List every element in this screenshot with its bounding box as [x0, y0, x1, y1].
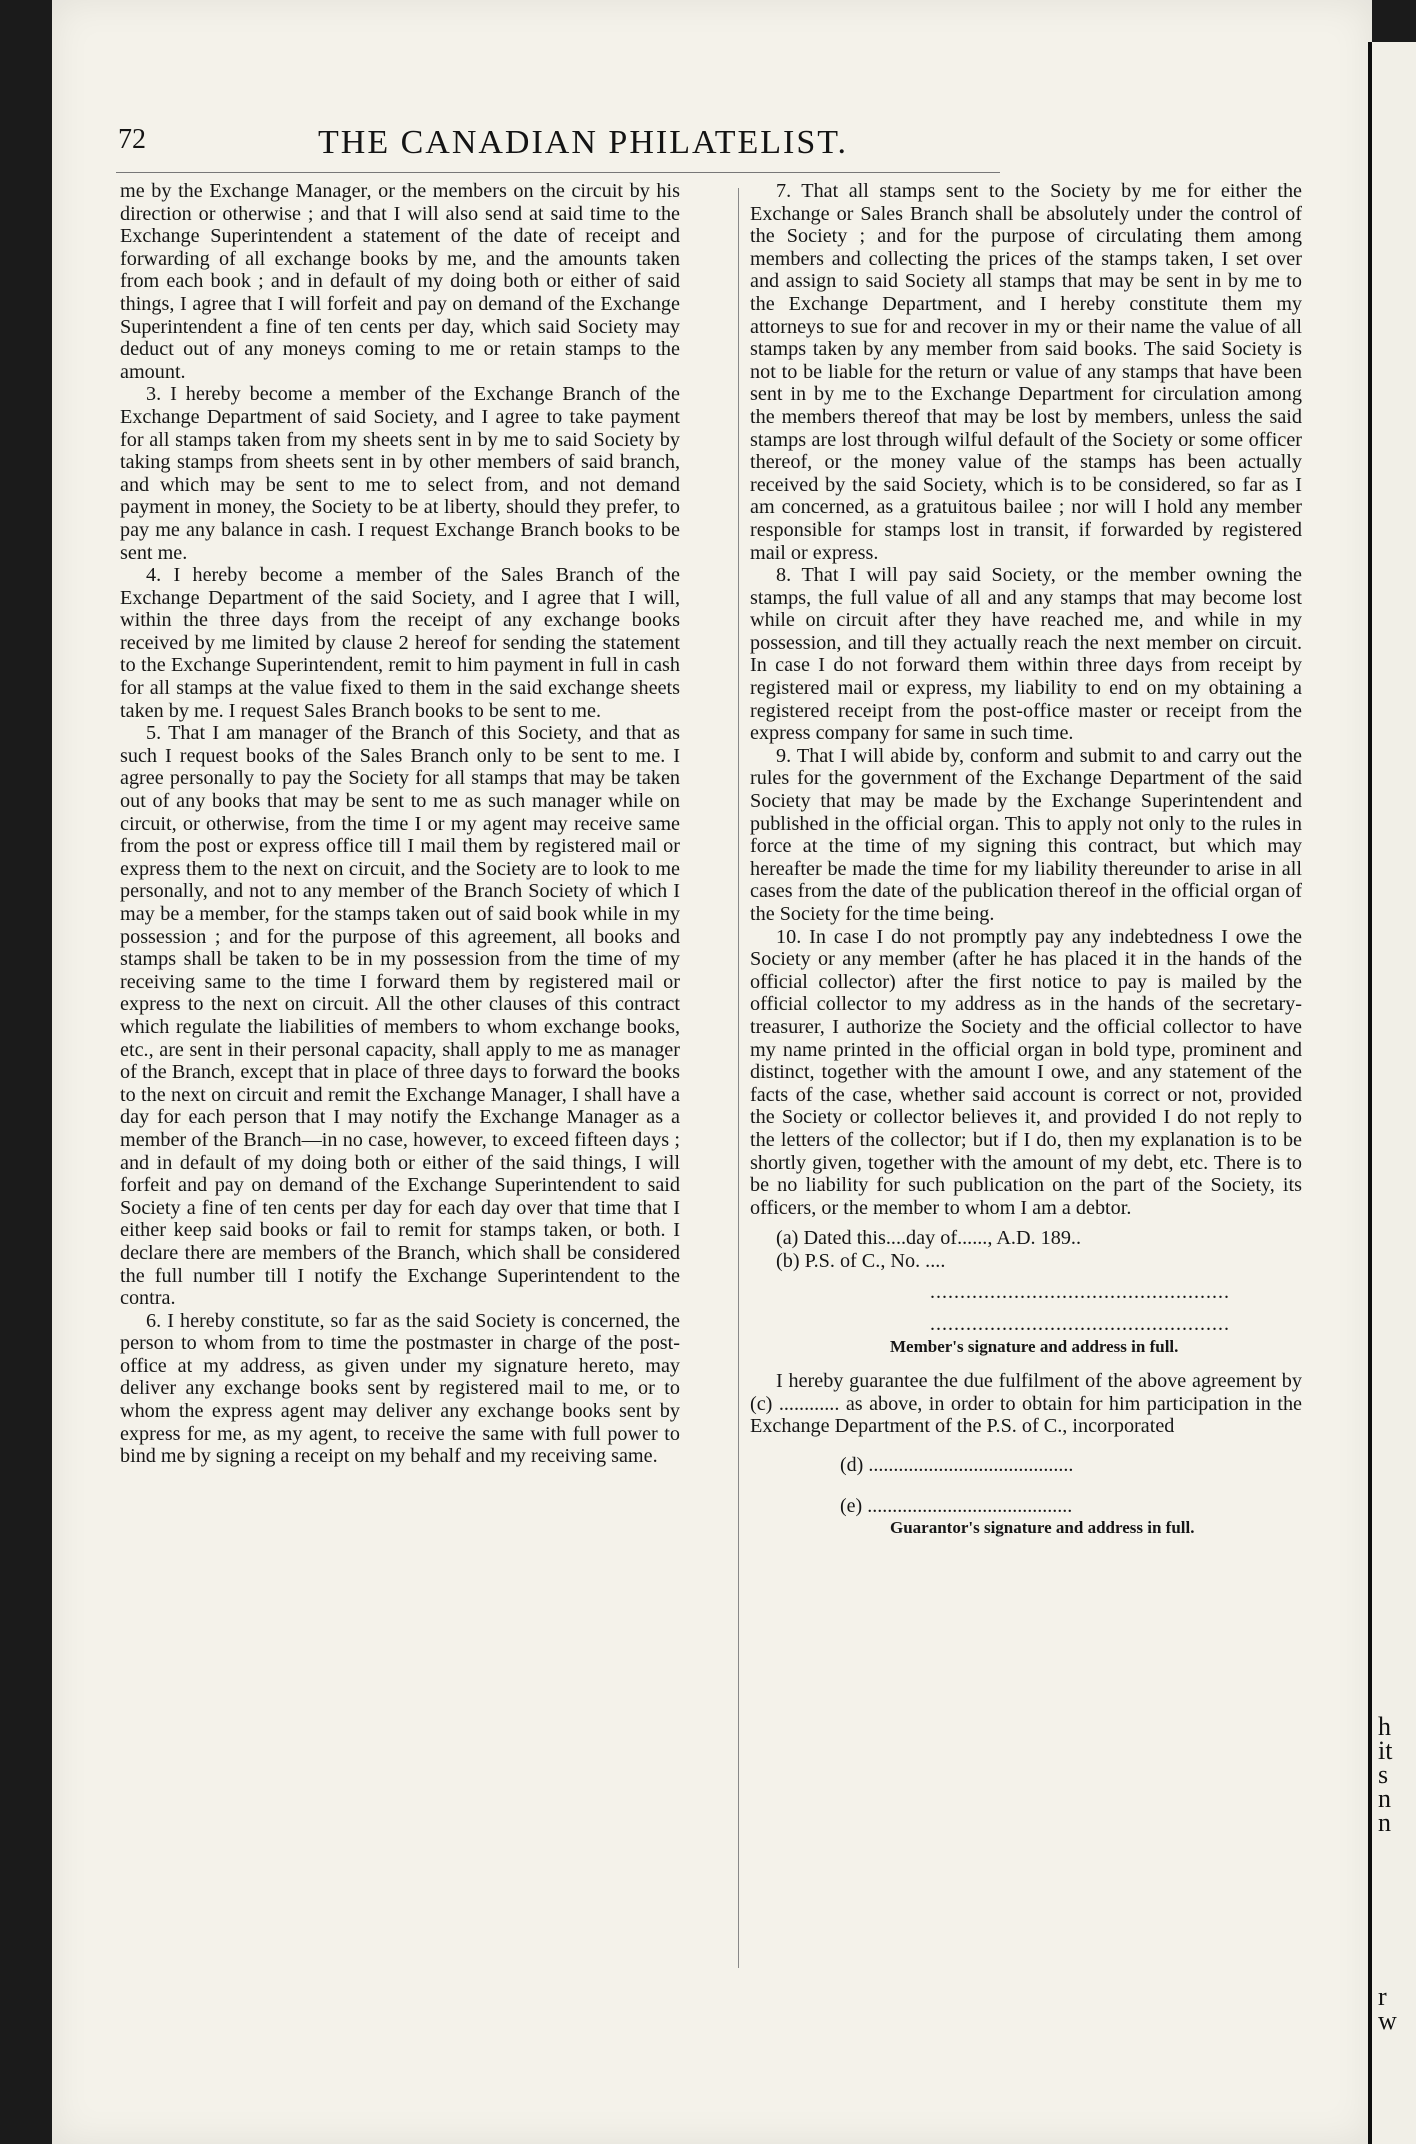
clause-8: 8. That I will pay said Society, or the member owning the stamps, the full value of all and any stamps that may become lost while on circuit after they have reached me, and while in my possession, and till they actually reach the next member on circuit. In case I do not forward them within three days from receipt by registered mail or express, my liability to end on my obtaining a registered receipt from the post-office master or receipt from the express company for same in such time. [750, 564, 1302, 745]
margin-fragment: n [1378, 1808, 1391, 1837]
signature-dotted-line: .................................................. [930, 1280, 1230, 1303]
form-date-line: (a) Dated this....day of......, A.D. 189.. [776, 1227, 1082, 1250]
clause-4: 4. I hereby become a member of the Sales Branch of the Exchange Department of the said Society, and I agree that I will, within the three days from the receipt of any exchange books received by me limited by clause 2 hereof for sending the statement to the Exchange Superintendent, remit to him payment in full in cash for all stamps at the value fixed to them in the said exchange sheets taken by me. I request Sales Branch books to be sent to me. [120, 564, 680, 722]
margin-fragment: r [1378, 1982, 1387, 2011]
paragraph: me by the Exchange Manager, or the members on the circuit by his direction or otherwise ; and that I will also send at said time to the Exchange Superintendent a statement of the date of receipt and forwarding of all exchange books by me, and the amounts taken from each book ; and in default of my doing both or either of said things, I agree that I will forfeit and pay on demand of the Exchange Superintendent a fine of ten cents per day, which said Society may deduct out of any moneys coming to me or retain stamps to the amount. [120, 180, 680, 383]
clause-10: 10. In case I do not promptly pay any indebtedness I owe the Society or any member (after he has placed it in the hands of the official collector) after the first notice to pay is mailed by the official collector to my address as in the hands of the secretary-treasurer, I authorize the Society and the official collector to have my name printed in the official organ in bold type, prominent and distinct, together with the amount I owe, and any statement of the facts of the case, whether said account is correct or not, provided the Society or collector believes it, and provided I do not reply to the letters of the collector; but if I do, then my explanation is to be shortly given, together with the amount of my debt, etc. There is to be no liability for such publication on the part of the Society, its officers, or the member to whom I am a debtor. [750, 925, 1302, 1219]
clause-5: 5. That I am manager of the Branch of this Society, and that as such I request books of the Sales Branch only to be sent to me. I agree personally to pay the Society for all stamps that may be taken out of any books that may be sent to me as such manager while on circuit, or otherwise, from the time I or my agent may receive same from the post or express office till I mail them by registered mail or express them to the next on circuit, and the Society are to look to me personally, and not to any member of the Branch Society of which I may be a member, for the stamps taken out of said book while in my possession ; and for the purpose of this agreement, all books and stamps shall be taken to be in my possession from the time of my receiving same to the time I forward them by registered mail or express to the next on circuit. All the other clauses of this contract which regulate the liabilities of members to whom exchange books, etc., are sent in their personal capacity, shall apply to me as manager of the Branch, except that in place of three days to forward the books to the next on circuit and remit the Exchange Manager, I shall have a day for each person that I may notify the Exchange Manager as a member of the Branch—in no case, however, to exceed fifteen days ; and in default of my doing both or either of the said things, I will forfeit and pay on demand of the Exchange Superintendent to said Society a fine of ten cents per day for each day over that time that I either keep said books or fail to remit for stamps taken, or both. I declare there are members of the Branch, which shall be considered the full number till I notify the Exchange Superintendent to the contra. [120, 722, 680, 1310]
margin-fragment: s [1378, 1760, 1389, 1789]
clause-6: 6. I hereby constitute, so far as the said Society is concerned, the person to whom from to time the postmaster in charge of the post-office at my address, as given under my signature hereto, may deliver any exchange books sent by registered mail to me, or to whom the express agent may deliver any exchange books sent by express for me, as my agent, to receive the same with full power to bind me by signing a receipt on my behalf and my receiving same. [120, 1309, 680, 1468]
margin-fragment: it [1378, 1736, 1393, 1765]
left-column [120, 180, 680, 1468]
page-header [118, 124, 998, 174]
margin-fragment: w [1378, 2006, 1397, 2035]
page-number: 72 [118, 124, 146, 155]
guarantee-paragraph: I hereby guarantee the due fulfilment of the above agreement by (c) ............ as above, in order to obtain for him participation in the Exchange Department of the P.S. of C., incorporated [750, 1370, 1302, 1438]
clause-3: 3. I hereby become a member of the Exchange Branch of the Exchange Department of said Society, and I agree to take payment for all stamps taken from my sheets sent in by me to said Society by taking stamps from sheets sent in by other members of said branch, and which may be sent to me to select from, and not demand payment in money, the Society to be at liberty, should they prefer, to pay me any balance in cash. I request Exchange Branch books to be sent me. [120, 383, 680, 564]
header-rule [116, 172, 1000, 173]
guarantor-line-d: (d) ......................................... [840, 1454, 1074, 1477]
clause-9: 9. That I will abide by, conform and submit to and carry out the rules for the government of the Exchange Department of the said Society that may be made by the Exchange Superintendent and published in the official organ. This to apply not only to the rules in force at the time of my signing this contract, but which may hereafter be made the time for my liability thereunder to arise in all cases from the date of the publication thereof in the official organ of the Society for the time being. [750, 744, 1302, 925]
right-column [750, 180, 1302, 1540]
guarantor-line-e: (e) ......................................... [840, 1494, 1073, 1517]
form-society-number-line: (b) P.S. of C., No. .... [776, 1249, 946, 1272]
member-signature-label: Member's signature and address in full. [890, 1336, 1179, 1356]
journal-title: THE CANADIAN PHILATELIST. [318, 124, 849, 161]
margin-fragment: n [1378, 1784, 1391, 1813]
clause-7: 7. That all stamps sent to the Society by me for either the Exchange or Sales Branch shall be absolutely under the control of the Society ; and for the purpose of circulating them among members and collecting the prices of the stamps taken, I set over and assign to said Society all stamps that may be sent in by me to the Exchange Department, and I hereby constitute them my attorneys to sue for and recover in my or their name the value of all stamps taken by any member from said books. The said Society is not to be liable for the return or value of any stamps that have been sent in by me to the Exchange Department for circulation among the members thereof that may be lost by members, unless the said stamps are lost through wilful default of the Society or some officer thereof, or the money value of the stamps has been actually received by the said Society, which is to be considered, so far as I am concerned, as a gratuitous bailee ; nor will I hold any member responsible for stamps lost in transit, if forwarded by registered mail or express. [750, 180, 1302, 564]
margin-fragment: h [1378, 1712, 1391, 1741]
guarantor-signature-label: Guarantor's signature and address in full. [890, 1518, 1195, 1538]
adjacent-page-strip [1368, 42, 1416, 2144]
column-divider [738, 188, 739, 1968]
signature-dotted-line: .................................................. [930, 1313, 1230, 1336]
